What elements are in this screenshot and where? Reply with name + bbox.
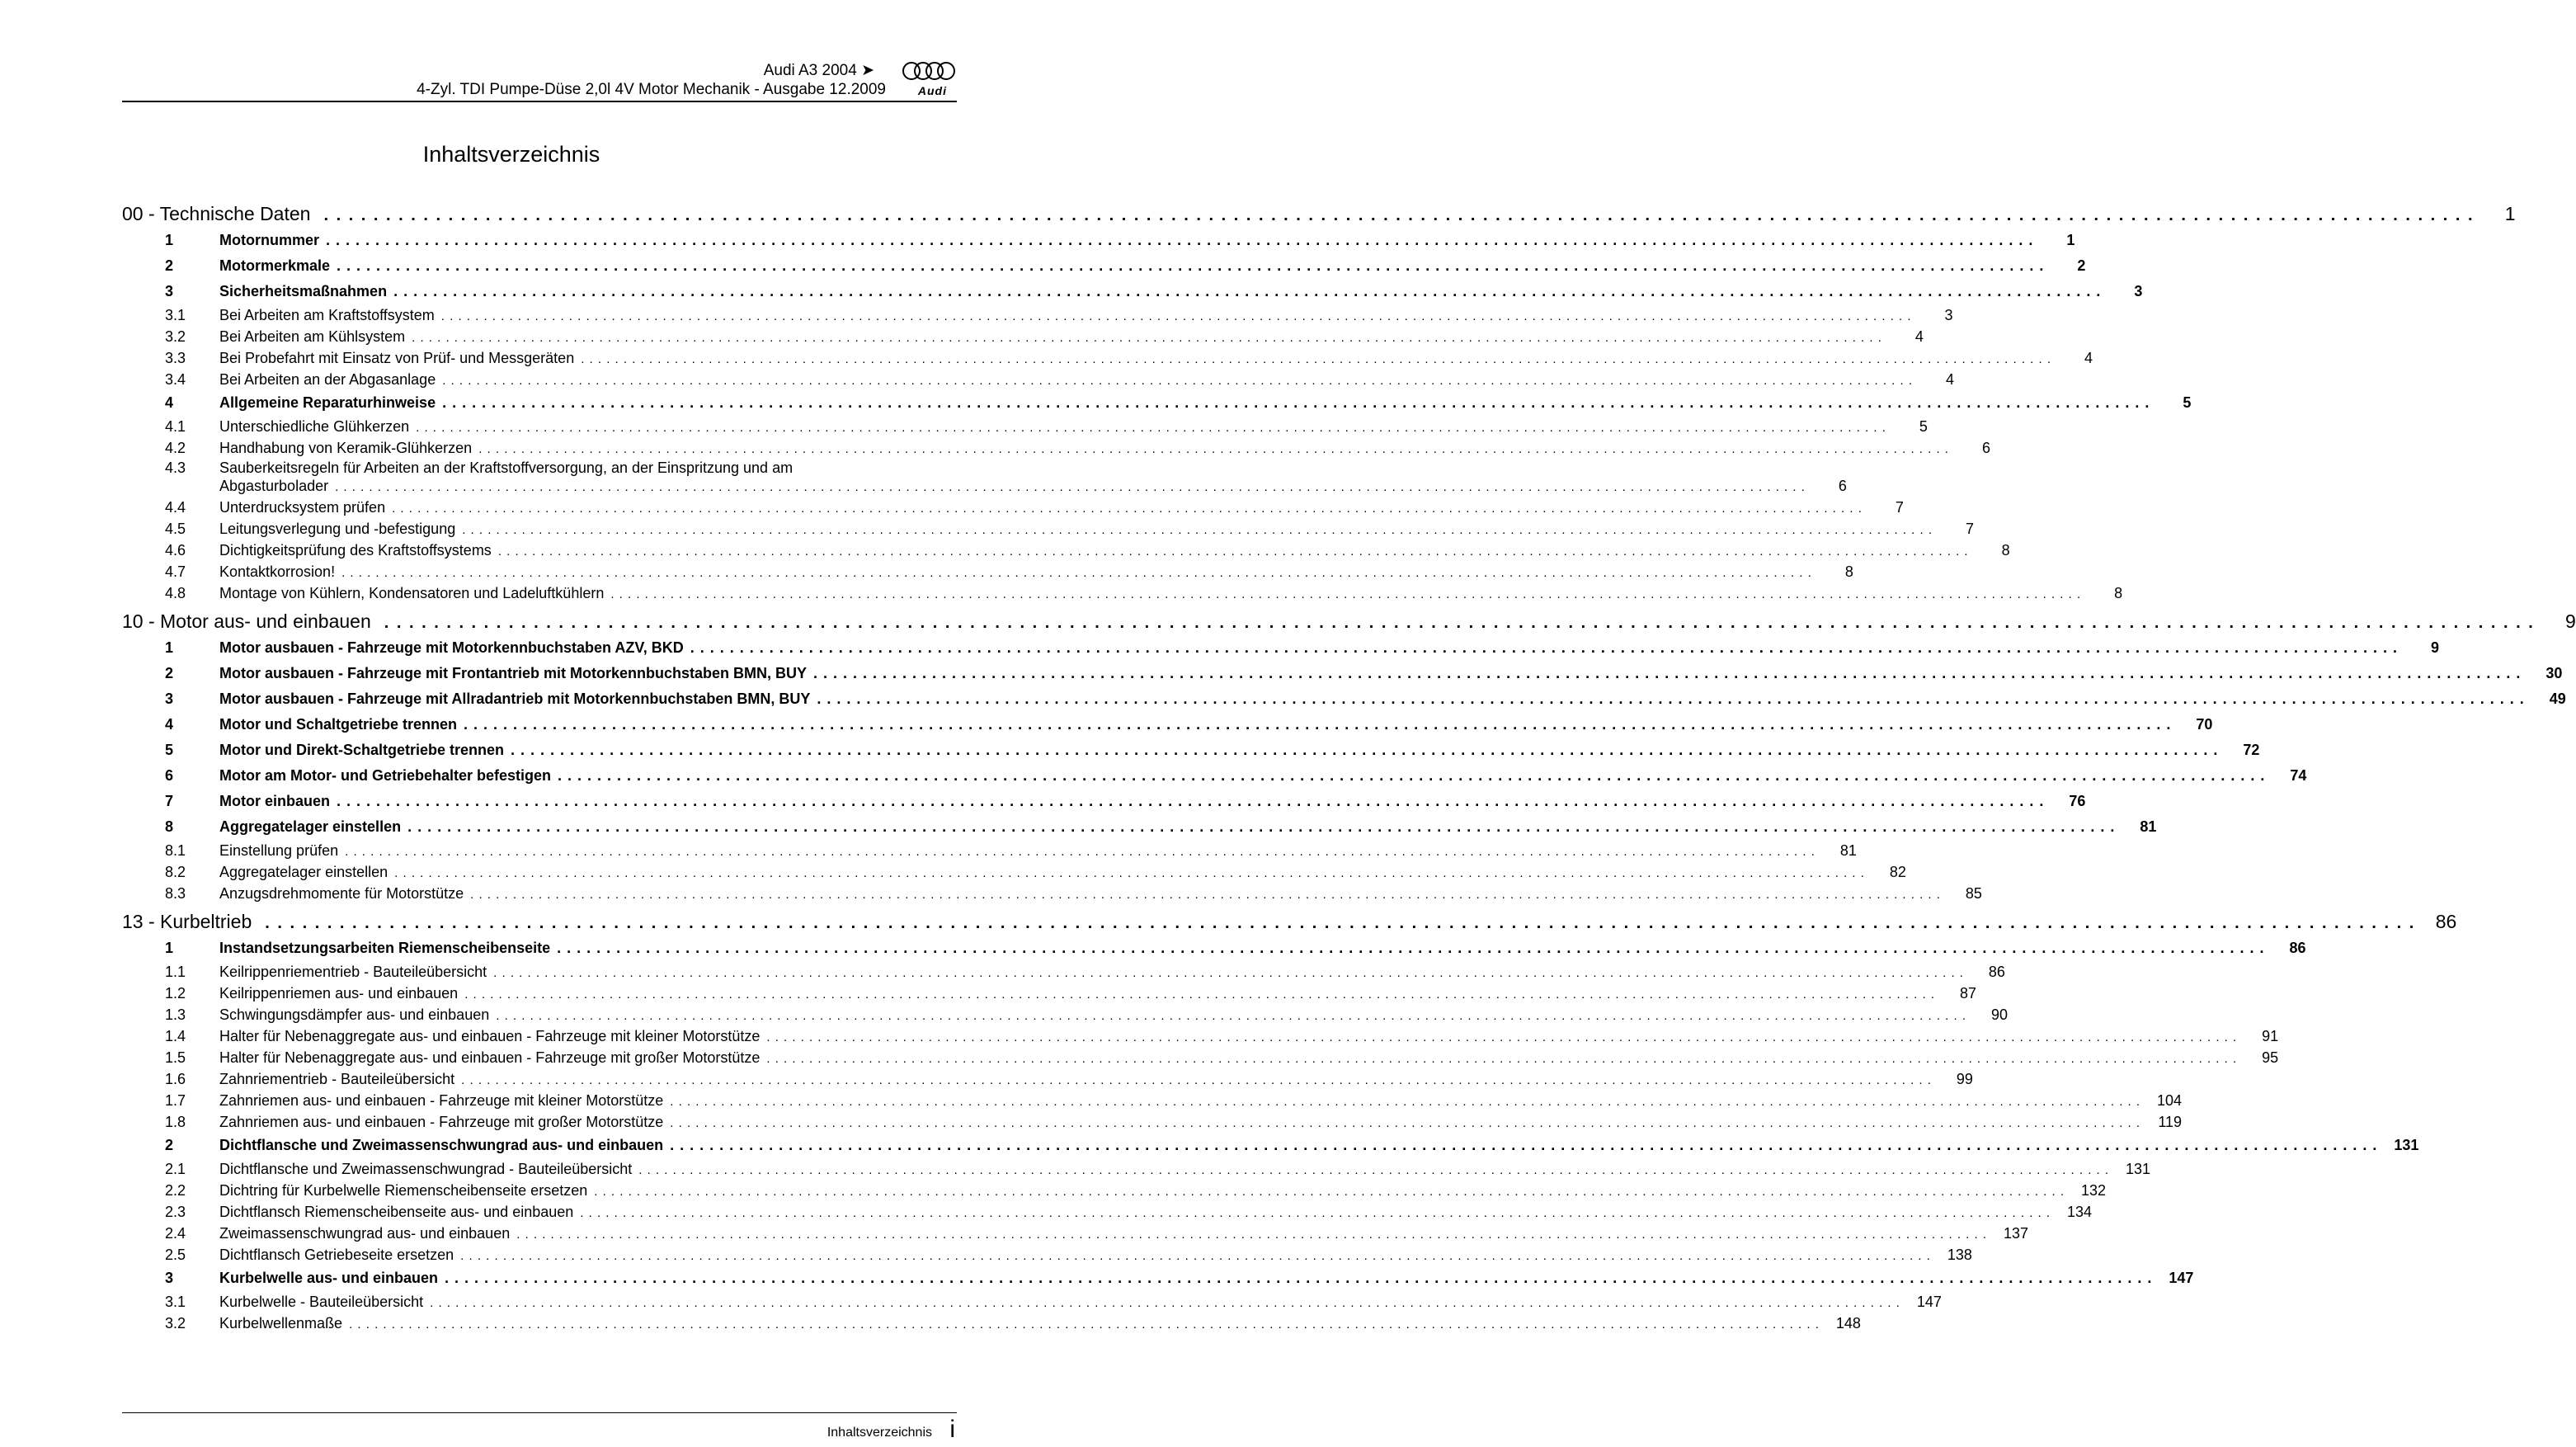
toc-entry-row <box>122 1244 1972 1266</box>
entry-number: 4.3 <box>165 460 186 476</box>
toc-entry-row <box>122 1047 2279 1068</box>
entry-page: 131 <box>2394 1137 2419 1153</box>
entry-page: 49 <box>2549 691 2566 707</box>
entry-page: 1 <box>2066 232 2075 248</box>
entry-number: 4 <box>165 716 174 733</box>
entry-number: 1.4 <box>165 1028 186 1044</box>
toc-entry-row <box>122 540 2010 561</box>
entry-number: 4.7 <box>165 563 186 580</box>
dot-leader <box>412 328 1882 349</box>
entry-title: Bei Arbeiten am Kühlsystem <box>219 328 406 345</box>
toc-entry-row <box>122 459 1847 497</box>
entry-page: 147 <box>1916 1294 1942 1310</box>
entry-title: Motor ausbauen - Fahrzeuge mit Allradantrieb mit Motorkennbuchstaben BMN, BUY <box>219 691 811 707</box>
toc-entry-row <box>122 1025 2279 1047</box>
toc-entry-row <box>122 686 2566 712</box>
dot-leader <box>580 1203 2051 1224</box>
entry-page: 6 <box>1838 478 1847 494</box>
entry-title: Zahnriemen aus- und einbauen - Fahrzeuge mit großer Motorstütze <box>219 1114 664 1130</box>
entry-page: 82 <box>1889 864 1906 880</box>
entry-number: 4.8 <box>165 585 186 601</box>
entry-number: 4.2 <box>165 440 186 456</box>
entry-title: Handhabung von Keramik-Glühkerzen <box>219 440 473 456</box>
dot-leader <box>581 349 2051 370</box>
entry-title: Bei Probefahrt mit Einsatz von Prüf- und Messgeräten <box>219 350 575 366</box>
entry-number: 1 <box>165 940 174 956</box>
chapter-title: 10 - Motor aus- und einbauen <box>122 610 371 632</box>
dot-leader <box>496 1006 1966 1027</box>
entry-title: Unterschiedliche Glühkerzen <box>219 418 410 435</box>
chapter-page: 1 <box>2504 203 2516 224</box>
entry-page: 134 <box>2067 1204 2093 1220</box>
dot-leader <box>430 1293 1900 1314</box>
footer-page-number: i <box>949 1416 955 1443</box>
entry-page: 137 <box>2003 1225 2028 1242</box>
dot-leader <box>337 253 2044 279</box>
dot-leader <box>766 1027 2237 1049</box>
entry-page: 8 <box>2114 585 2123 601</box>
entry-page: 148 <box>1835 1315 1861 1332</box>
entry-title: Dichtflansch Riemenscheibenseite aus- und einbauen <box>219 1204 574 1220</box>
toc-entry-row <box>122 763 2307 789</box>
entry-page: 3 <box>2134 283 2143 299</box>
dot-leader <box>670 1133 2377 1158</box>
entry-page: 8 <box>1844 563 1853 580</box>
entry-title: Motormerkmale <box>219 257 331 274</box>
footer-rule <box>122 1412 957 1413</box>
page-footer <box>122 1412 957 1443</box>
entry-number: 2.2 <box>165 1182 186 1199</box>
dot-leader <box>442 370 1913 392</box>
entry-number: 4.1 <box>165 418 186 435</box>
entry-title: Kurbelwelle - Bauteileübersicht <box>219 1294 424 1310</box>
dot-leader <box>462 520 1933 541</box>
dot-leader <box>337 789 2044 814</box>
header-subtitle: 4-Zyl. TDI Pumpe-Düse 2,0l 4V Motor Mechanik - Ausgabe 12.2009 <box>417 81 886 98</box>
entry-number: 1.3 <box>165 1006 186 1023</box>
entry-title: Motor ausbauen - Fahrzeuge mit Frontantrieb mit Motorkennbuchstaben BMN, BUY <box>219 665 808 681</box>
entry-title: Dichtflansche und Zweimassenschwungrad - Bauteileübersicht <box>219 1161 633 1177</box>
toc-entry-row <box>122 1090 2183 1111</box>
entry-page: 147 <box>2169 1270 2194 1286</box>
toc-entry-row <box>122 635 2440 661</box>
entry-title: Motor am Motor- und Getriebehalter befestigen <box>219 767 552 784</box>
entry-number: 1 <box>165 639 174 656</box>
page-header <box>122 58 957 106</box>
header-model: Audi A3 2004 ➤ <box>763 62 874 79</box>
entry-title: Zahnriemen aus- und einbauen - Fahrzeuge mit kleiner Motorstütze <box>219 1092 664 1109</box>
entry-number: 1 <box>165 232 174 248</box>
entry-page: 9 <box>2431 639 2440 656</box>
toc-entry-row <box>122 326 1924 347</box>
dot-leader <box>594 1181 2065 1203</box>
entry-number: 8.3 <box>165 885 186 902</box>
dot-leader <box>407 814 2115 840</box>
entry-page: 91 <box>2262 1028 2279 1044</box>
entry-page: 2 <box>2077 257 2086 274</box>
dot-leader <box>445 1266 2152 1291</box>
entry-page: 95 <box>2262 1049 2279 1066</box>
entry-page: 4 <box>1945 371 1954 388</box>
toc-entry-row <box>122 1133 2419 1158</box>
entry-page: 81 <box>2140 818 2157 835</box>
dot-leader <box>464 712 2171 738</box>
page-title: Inhaltsverzeichnis <box>422 142 600 167</box>
entry-title: Halter für Nebenaggregate aus- und einbauen - Fahrzeuge mit großer Motorstütze <box>219 1049 761 1066</box>
entry-title: Dichtring für Kurbelwelle Riemenscheibenseite ersetzen <box>219 1182 588 1199</box>
entry-number: 3.4 <box>165 371 186 388</box>
entry-number: 8.2 <box>165 864 186 880</box>
dot-leader <box>442 390 2150 416</box>
dot-leader <box>345 841 1815 863</box>
toc-entry-row <box>122 1068 1973 1090</box>
dot-leader <box>461 1070 1932 1091</box>
entry-number: 1.2 <box>165 985 186 1002</box>
entry-page: 119 <box>2158 1114 2183 1130</box>
dot-leader <box>557 936 2264 961</box>
dot-leader <box>460 1246 1931 1267</box>
entry-title: Keilrippenriemen aus- und einbauen <box>219 985 459 1002</box>
dot-leader <box>392 498 1863 520</box>
entry-title: Dichtflansche und Zweimassenschwungrad aus- und einbauen <box>219 1137 664 1153</box>
entry-page: 74 <box>2290 767 2307 784</box>
dot-leader <box>441 306 1912 328</box>
entry-number: 5 <box>165 742 174 758</box>
toc-entry-row <box>122 416 1928 437</box>
entry-page: 3 <box>1944 307 1953 323</box>
dot-leader <box>265 909 2415 937</box>
toc-entry-row <box>122 253 2086 279</box>
entry-page: 76 <box>2069 793 2086 809</box>
toc-entry-row <box>122 936 2306 961</box>
table-of-contents <box>122 196 2576 1334</box>
toc-entry-row <box>122 1111 2183 1133</box>
dot-leader <box>326 228 2033 253</box>
entry-page: 99 <box>1956 1071 1973 1087</box>
dot-leader <box>335 478 1806 497</box>
dot-leader <box>610 584 2081 606</box>
toc-entry-row <box>122 738 2260 763</box>
toc-entry-row <box>122 1291 1942 1313</box>
entry-number: 1.5 <box>165 1049 186 1066</box>
entry-number: 4 <box>165 394 174 411</box>
entry-title: Bei Arbeiten am Kraftstoffsystem <box>219 307 435 323</box>
dot-leader <box>478 439 1949 460</box>
entry-page: 138 <box>1947 1247 1972 1263</box>
entry-number: 4.4 <box>165 499 186 516</box>
toc-entry-row <box>122 304 1953 326</box>
entry-page: 8 <box>2001 542 2010 559</box>
entry-title: Dichtflansch Getriebeseite ersetzen <box>219 1247 454 1263</box>
dot-leader <box>690 635 2398 661</box>
entry-title: Kurbelwelle aus- und einbauen <box>219 1270 439 1286</box>
toc-entry-row <box>122 582 2123 604</box>
toc-entry-row <box>122 861 1906 883</box>
dot-leader <box>558 763 2265 789</box>
entry-number: 1.8 <box>165 1114 186 1130</box>
dot-leader <box>384 609 2535 637</box>
entry-number: 1.1 <box>165 964 186 980</box>
entry-number: 8.1 <box>165 842 186 859</box>
toc-chapter-row <box>122 200 2516 228</box>
dot-leader <box>393 279 2101 304</box>
entry-number: 4.5 <box>165 521 186 537</box>
entry-page: 90 <box>1990 1006 2009 1023</box>
chapter-title: 00 - Technische Daten <box>122 203 311 224</box>
dot-leader <box>670 1091 2140 1113</box>
entry-title: Sauberkeitsregeln für Arbeiten an der Kraftstoffversorgung, an der Einspritzung und am <box>219 460 794 476</box>
toc-entry-row <box>122 961 2005 983</box>
toc-entry-row <box>122 437 1990 459</box>
entry-number: 3.1 <box>165 1294 186 1310</box>
toc-chapter-row <box>122 907 2457 936</box>
entry-page: 131 <box>2126 1161 2151 1177</box>
entry-text <box>219 459 1847 497</box>
entry-page: 4 <box>2084 350 2093 366</box>
entry-number: 3.3 <box>165 350 186 366</box>
toc-entry-row <box>122 1313 1861 1334</box>
entry-number: 2.5 <box>165 1247 186 1263</box>
entry-number: 2.1 <box>165 1161 186 1177</box>
entry-page: 30 <box>2545 665 2563 681</box>
toc-entry-row <box>122 1004 2009 1025</box>
entry-title: Anzugsdrehmomente für Motorstütze <box>219 885 464 902</box>
entry-number: 3 <box>165 1270 174 1286</box>
entry-page: 5 <box>1919 418 1928 435</box>
toc-entry-row <box>122 518 1974 540</box>
dot-leader <box>349 1314 1820 1336</box>
toc-entry-row <box>122 390 2192 416</box>
dot-leader <box>511 738 2218 763</box>
entry-number: 2.3 <box>165 1204 186 1220</box>
entry-title: Montage von Kühlern, Kondensatoren und Ladeluftkühlern <box>219 585 605 601</box>
dot-leader <box>516 1224 1987 1246</box>
dot-leader <box>498 541 1969 563</box>
chapter-page: 86 <box>2435 911 2457 932</box>
entry-number: 4.6 <box>165 542 186 559</box>
entry-page: 6 <box>1981 440 1990 456</box>
entry-title: Kontaktkorrosion! <box>219 563 336 580</box>
chapter-page: 9 <box>2565 610 2576 632</box>
entry-title: Motor einbauen <box>219 793 330 809</box>
header-rule <box>122 101 957 102</box>
entry-number: 1.7 <box>165 1092 186 1109</box>
entry-number: 7 <box>165 793 174 809</box>
entry-number: 1.6 <box>165 1071 186 1087</box>
toc-chapter-row <box>122 607 2576 635</box>
entry-page: 72 <box>2243 742 2260 758</box>
entry-page: 87 <box>1959 985 1976 1002</box>
toc-entry-row <box>122 279 2143 304</box>
entry-title: Dichtigkeitsprüfung des Kraftstoffsystems <box>219 542 492 559</box>
toc-entry-row <box>122 789 2086 814</box>
entry-title: Instandsetzungsarbeiten Riemenscheibenseite <box>219 940 551 956</box>
toc-entry-row <box>122 347 2093 369</box>
entry-title: Einstellung prüfen <box>219 842 339 859</box>
entry-title: Aggregatelager einstellen <box>219 864 389 880</box>
toc-entry-row <box>122 883 1982 904</box>
entry-number: 6 <box>165 767 174 784</box>
audi-wordmark: Audi <box>917 84 947 97</box>
dot-leader <box>341 563 1812 584</box>
dot-leader <box>464 984 1935 1006</box>
dot-leader <box>416 417 1886 439</box>
entry-title: Bei Arbeiten an der Abgasanlage <box>219 371 436 388</box>
entry-title: Zweimassenschwungrad aus- und einbauen <box>219 1225 511 1242</box>
entry-title: Aggregatelager einstellen <box>219 818 402 835</box>
toc-entry-row <box>122 561 1853 582</box>
dot-leader <box>670 1113 2140 1134</box>
entry-title: Sicherheitsmaßnahmen <box>219 283 388 299</box>
toc-entry-row <box>122 840 1857 861</box>
dot-leader <box>323 201 2474 229</box>
entry-title: Kurbelwellenmaße <box>219 1315 343 1332</box>
toc-entry-row <box>122 1158 2151 1180</box>
chapter-title: 13 - Kurbeltrieb <box>122 911 252 932</box>
dot-leader <box>817 686 2524 712</box>
entry-continuation <box>219 477 1847 497</box>
entry-page: 104 <box>2157 1092 2183 1109</box>
dot-leader <box>394 863 1865 884</box>
toc-entry-row <box>122 1223 2028 1244</box>
toc-entry-row <box>122 661 2563 686</box>
entry-number: 3.2 <box>165 1315 186 1332</box>
dot-leader <box>766 1049 2237 1070</box>
entry-page: 86 <box>2289 940 2306 956</box>
entry-page: 7 <box>1965 521 1974 537</box>
entry-page: 86 <box>1988 964 2005 980</box>
entry-number: 2.4 <box>165 1225 186 1242</box>
entry-page: 132 <box>2080 1182 2107 1199</box>
entry-title: Motor und Schaltgetriebe trennen <box>219 716 458 733</box>
entry-number: 3 <box>165 691 174 707</box>
toc-entry-row <box>122 814 2157 840</box>
toc-entry-row <box>122 983 1976 1004</box>
entry-page: 7 <box>1895 499 1904 516</box>
entry-page: 70 <box>2196 716 2213 733</box>
entry-page: 4 <box>1914 328 1924 345</box>
toc-entry-row <box>122 712 2213 738</box>
toc-entry-row <box>122 1180 2107 1201</box>
entry-title-cont: Abgasturbolader <box>219 478 329 494</box>
entry-page: 81 <box>1839 842 1857 859</box>
entry-title: Halter für Nebenaggregate aus- und einbauen - Fahrzeuge mit kleiner Motorstütze <box>219 1028 761 1044</box>
entry-title: Schwingungsdämpfer aus- und einbauen <box>219 1006 490 1023</box>
entry-number: 3.1 <box>165 307 186 323</box>
entry-title: Motor und Direkt-Schaltgetriebe trennen <box>219 742 505 758</box>
entry-page: 5 <box>2183 394 2192 411</box>
dot-leader <box>470 884 1941 906</box>
dot-leader <box>493 963 1964 984</box>
toc-entry-row <box>122 1266 2194 1291</box>
toc-entry-row <box>122 1201 2093 1223</box>
entry-number: 2 <box>165 257 174 274</box>
toc-entry-row <box>122 369 1954 390</box>
entry-page: 85 <box>1965 885 1982 902</box>
entry-number: 3 <box>165 283 174 299</box>
entry-number: 2 <box>165 665 174 681</box>
entry-number: 3.2 <box>165 328 186 345</box>
footer-label: Inhaltsverzeichnis <box>826 1426 932 1440</box>
dot-leader <box>638 1160 2109 1181</box>
entry-number: 8 <box>165 818 174 835</box>
dot-leader <box>813 661 2521 686</box>
entry-title: Keilrippenriementrieb - Bauteileübersicht <box>219 964 487 980</box>
entry-title: Motornummer <box>219 232 319 248</box>
entry-title: Motor ausbauen - Fahrzeuge mit Motorkennbuchstaben AZV, BKD <box>219 639 684 656</box>
entry-title: Allgemeine Reparaturhinweise <box>219 394 436 411</box>
entry-title: Leitungsverlegung und -befestigung <box>219 521 456 537</box>
entry-number: 2 <box>165 1137 174 1153</box>
entry-title: Unterdrucksystem prüfen <box>219 499 386 516</box>
toc-entry-row <box>122 497 1904 518</box>
entry-title: Zahnriementrieb - Bauteileübersicht <box>219 1071 455 1087</box>
toc-entry-row <box>122 228 2075 253</box>
